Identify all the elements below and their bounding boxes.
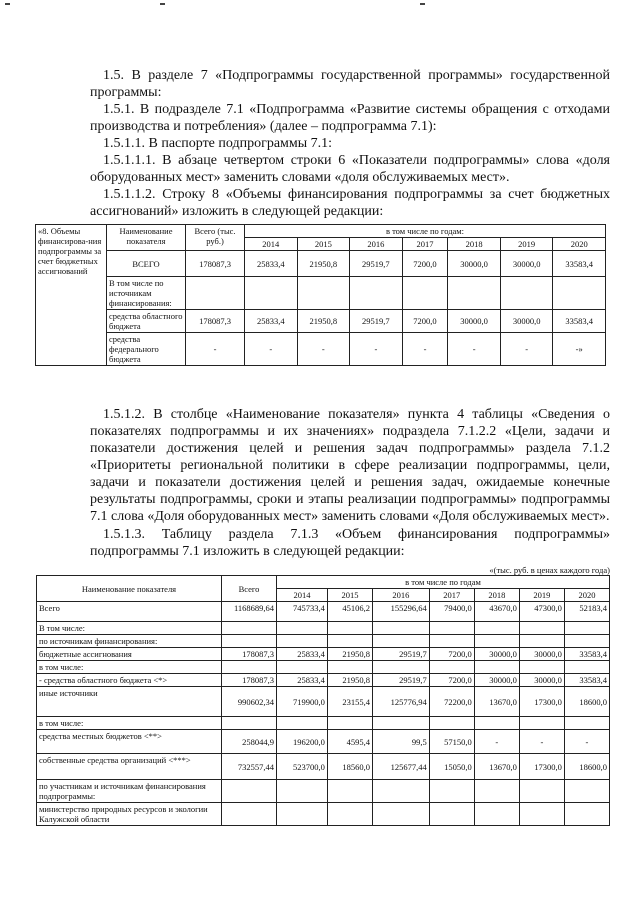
- table2-cell: 7200,0: [429, 674, 474, 687]
- table1-cell: -: [350, 333, 403, 366]
- table2-cell: 57150,0: [429, 730, 474, 754]
- table1-cell-name: В том числе по источникам финансирования:: [107, 277, 186, 310]
- table2-cell-total: 178087,3: [222, 648, 277, 661]
- table2-cell-total: [222, 717, 277, 730]
- table2-cell: [429, 803, 474, 826]
- table2-cell-name: - средства областного бюджета <*>: [37, 674, 222, 687]
- table2-cell-name: министерство природных ресурсов и экологии Калужской области: [37, 803, 222, 826]
- table2-cell-name: Всего: [37, 602, 222, 622]
- table2-cell: 17300,0: [519, 754, 564, 780]
- table2-cell: [277, 780, 328, 803]
- table2-cell: [277, 635, 328, 648]
- table2-row: [37, 674, 610, 687]
- table2-cell: [327, 635, 372, 648]
- table2-cell: 25833,4: [277, 648, 328, 661]
- table2-cell: -: [519, 730, 564, 754]
- table2-cell: [277, 661, 328, 674]
- table1-row: [36, 277, 606, 310]
- table2-row: [37, 602, 610, 622]
- table2-cell: 33583,4: [564, 648, 609, 661]
- table1-row: [36, 251, 606, 277]
- table2-cell-total: [222, 622, 277, 635]
- table2-cell: 21950,8: [327, 674, 372, 687]
- table2-cell: [519, 803, 564, 826]
- table1-cell-total: 178087,3: [186, 310, 245, 333]
- table1-cell: 21950,8: [297, 310, 350, 333]
- scan-mark: [420, 3, 425, 5]
- table2-cell: [519, 780, 564, 803]
- table2-cell: 13670,0: [474, 687, 519, 717]
- table1-cell-name: средства областного бюджета: [107, 310, 186, 333]
- table2-cell: 17300,0: [519, 687, 564, 717]
- table1-cell: [500, 277, 553, 310]
- table2-cell: [429, 717, 474, 730]
- table2-cell-name: бюджетные ассигнования: [37, 648, 222, 661]
- table2-cell: 23155,4: [327, 687, 372, 717]
- table2-cell: [429, 635, 474, 648]
- table2-cell: [564, 717, 609, 730]
- table1-row-header: «8. Объемы финансирова-ния подпрограммы за счет бюджетных ассигнований: [36, 225, 107, 366]
- table2-row: [37, 780, 610, 803]
- table2-cell: 18600,0: [564, 754, 609, 780]
- table2-row: [37, 803, 610, 826]
- table2-cell-name: в том числе:: [37, 661, 222, 674]
- table2-row: [37, 730, 610, 754]
- table2-cell: [474, 803, 519, 826]
- table2-cell: 21950,8: [327, 648, 372, 661]
- table2-cell: 745733,4: [277, 602, 328, 622]
- table2-cell: [429, 622, 474, 635]
- table2-cell: [474, 661, 519, 674]
- table2-row: [37, 648, 610, 661]
- table2-cell: 125776,94: [372, 687, 429, 717]
- table2-cell: 29519,7: [372, 674, 429, 687]
- table2-cell: [519, 622, 564, 635]
- table2-cell-name: иные источники: [37, 687, 222, 717]
- table2-year: 2018: [474, 589, 519, 602]
- table2-cell: 99,5: [372, 730, 429, 754]
- table2-cell: [474, 622, 519, 635]
- table1-cell: 29519,7: [350, 310, 403, 333]
- table2-cell-total: [222, 635, 277, 648]
- table1-year: 2020: [553, 238, 606, 251]
- table-subprogram-financing: [36, 575, 610, 826]
- table1-cell-total: -: [186, 333, 245, 366]
- table1-cell: [297, 277, 350, 310]
- table2-cell-total: [222, 803, 277, 826]
- table2-cell: 43670,0: [474, 602, 519, 622]
- table1-col-total: Всего (тыс. руб.): [186, 225, 245, 251]
- table2-col-years-header: в том числе по годам: [277, 576, 610, 589]
- table2-cell-name: средства местных бюджетов <**>: [37, 730, 222, 754]
- table1-cell: -: [245, 333, 298, 366]
- table2-cell: [327, 661, 372, 674]
- table2-cell: [474, 635, 519, 648]
- table2-year: 2020: [564, 589, 609, 602]
- table1-cell: 33583,4: [553, 251, 606, 277]
- table2-year: 2017: [429, 589, 474, 602]
- table1-cell: [553, 277, 606, 310]
- table2-cell: 29519,7: [372, 648, 429, 661]
- table2-cell: 155296,64: [372, 602, 429, 622]
- table2-cell-total: 732557,44: [222, 754, 277, 780]
- table2-cell: [327, 803, 372, 826]
- table1-row: [36, 333, 606, 366]
- table2-cell-total: 178087,3: [222, 674, 277, 687]
- table2-units-note: «(тыс. руб. в ценах каждого года): [489, 565, 610, 575]
- table2-row: [37, 622, 610, 635]
- table2-cell: [429, 780, 474, 803]
- table1-year: 2018: [448, 238, 501, 251]
- scan-mark: [160, 3, 165, 5]
- table2-cell: [327, 622, 372, 635]
- table2-cell: 523700,0: [277, 754, 328, 780]
- table1-cell: [402, 277, 448, 310]
- paragraph-1-5-1-3: 1.5.1.3. Таблицу раздела 7.1.3 «Объем финансирования подпрограммы» подпрограммы 7.1 изложить в следующей редакции:: [90, 527, 610, 559]
- table2-year: 2019: [519, 589, 564, 602]
- table2-col-total: Всего: [222, 576, 277, 602]
- table2-cell: [372, 780, 429, 803]
- table1-cell: 7200,0: [402, 251, 448, 277]
- table1-cell-total: [186, 277, 245, 310]
- table2-cell: 125677,44: [372, 754, 429, 780]
- table1-cell: [448, 277, 501, 310]
- paragraph-1-5-1-1: 1.5.1.1. В паспорте подпрограммы 7.1:: [103, 136, 333, 151]
- table2-cell: [372, 803, 429, 826]
- table1-cell: [350, 277, 403, 310]
- table2-cell: 15050,0: [429, 754, 474, 780]
- table2-cell: 719900,0: [277, 687, 328, 717]
- table2-cell: 30000,0: [474, 674, 519, 687]
- table2-cell-total: [222, 661, 277, 674]
- table1-year: 2019: [500, 238, 553, 251]
- table2-cell: [327, 717, 372, 730]
- table2-col-name: Наименование показателя: [37, 576, 222, 602]
- table2-cell: -: [564, 730, 609, 754]
- table1-cell: -: [448, 333, 501, 366]
- table2-cell: 45106,2: [327, 602, 372, 622]
- table1-cell: -: [402, 333, 448, 366]
- table2-cell: [519, 717, 564, 730]
- table2-cell: -: [474, 730, 519, 754]
- table2-cell: [564, 622, 609, 635]
- table2-cell: [564, 803, 609, 826]
- table2-cell: [277, 803, 328, 826]
- table1-cell: 21950,8: [297, 251, 350, 277]
- table1-col-name: Наименование показателя: [107, 225, 186, 251]
- table2-cell: [564, 635, 609, 648]
- table2-cell-total: 1168689,64: [222, 602, 277, 622]
- scan-mark: [5, 3, 10, 5]
- table1-cell: 25833,4: [245, 310, 298, 333]
- table2-cell: 79400,0: [429, 602, 474, 622]
- table1-row: [36, 310, 606, 333]
- table2-cell-name: собственные средства организаций <***>: [37, 754, 222, 780]
- table2-cell: [429, 661, 474, 674]
- table2-year: 2015: [327, 589, 372, 602]
- table2-year: 2016: [372, 589, 429, 602]
- table1-cell: 33583,4: [553, 310, 606, 333]
- table2-cell: [277, 622, 328, 635]
- paragraph-1-5-1-1-1: 1.5.1.1.1. В абзаце четвертом строки 6 «Показатели подпрограммы» слова «доля оборудованных мест» заменить словами «доля обслуживаемых мест».: [90, 153, 610, 185]
- table2-cell: 25833,4: [277, 674, 328, 687]
- table1-cell: 30000,0: [448, 251, 501, 277]
- table1-cell: -»: [553, 333, 606, 366]
- table2-cell: [327, 780, 372, 803]
- table2-cell: 18560,0: [327, 754, 372, 780]
- table1-year: 2015: [297, 238, 350, 251]
- table1-cell: 29519,7: [350, 251, 403, 277]
- table2-cell: [564, 780, 609, 803]
- table1-cell: [245, 277, 298, 310]
- table2-cell: 47300,0: [519, 602, 564, 622]
- table2-cell: [474, 717, 519, 730]
- table2-year: 2014: [277, 589, 328, 602]
- table2-cell: 13670,0: [474, 754, 519, 780]
- table2-cell: [474, 780, 519, 803]
- table1-cell-name: ВСЕГО: [107, 251, 186, 277]
- table1-cell: 30000,0: [500, 310, 553, 333]
- table1-cell: -: [500, 333, 553, 366]
- table2-row: [37, 661, 610, 674]
- table1-cell-total: 178087,3: [186, 251, 245, 277]
- table2-row: [37, 635, 610, 648]
- table1-year: 2014: [245, 238, 298, 251]
- table2-cell: [372, 635, 429, 648]
- paragraph-1-5-1-2: 1.5.1.2. В столбце «Наименование показателя» пункта 4 таблицы «Сведения о показателях подпрограммы и их значениях» подраздела 7.1.2.2 «Цели, задачи и показатели достижения целей и решения задач подпрограммы» раздела 7.1.2 «Приоритеты региональной политики в сфере реализации подпрограммы, цели, задачи и показатели достижения целей и решения задач, ожидаемые конечные результаты подпрограммы, сроки и этапы реализации подпрограммы» подпрограммы 7.1 слова «Доля оборудованных мест» заменить словами «Доля обслуживаемых мест».: [90, 407, 610, 524]
- table2-cell: 72200,0: [429, 687, 474, 717]
- table2-cell: 52183,4: [564, 602, 609, 622]
- table2-cell: 30000,0: [519, 674, 564, 687]
- table1-cell-name: средства федерального бюджета: [107, 333, 186, 366]
- table1-cell: 30000,0: [500, 251, 553, 277]
- table2-cell: [372, 622, 429, 635]
- table2-cell-name: по источникам финансирования:: [37, 635, 222, 648]
- table1-cell: 25833,4: [245, 251, 298, 277]
- table1-year: 2017: [402, 238, 448, 251]
- table2-row: [37, 687, 610, 717]
- table2-row: [37, 717, 610, 730]
- table1-year: 2016: [350, 238, 403, 251]
- table2-cell-total: 990602,34: [222, 687, 277, 717]
- table1-cell: -: [297, 333, 350, 366]
- table2-cell: [564, 661, 609, 674]
- paragraph-1-5: 1.5. В разделе 7 «Подпрограммы государственной программы» государственной программы:: [90, 68, 610, 100]
- table2-cell: [372, 661, 429, 674]
- table2-cell: 4595,4: [327, 730, 372, 754]
- paragraph-1-5-1: 1.5.1. В подразделе 7.1 «Подпрограмма «Развитие системы обращения с отходами производства и потребления» (далее – подпрограмма 7.1):: [90, 102, 610, 134]
- table2-cell: [277, 717, 328, 730]
- table2-cell: 196200,0: [277, 730, 328, 754]
- table2-cell-total: 258044,9: [222, 730, 277, 754]
- table2-cell-name: в том числе:: [37, 717, 222, 730]
- table2-cell: 33583,4: [564, 674, 609, 687]
- table2-row: [37, 754, 610, 780]
- table-passport-financing: [35, 224, 606, 366]
- table2-cell-name: В том числе:: [37, 622, 222, 635]
- paragraph-1-5-1-1-2: 1.5.1.1.2. Строку 8 «Объемы финансирования подпрограммы за счет бюджетных ассигнований» изложить в следующей редакции:: [90, 187, 610, 219]
- table1-cell: 30000,0: [448, 310, 501, 333]
- table2-cell: 7200,0: [429, 648, 474, 661]
- table2-cell-name: по участникам и источникам финансирования подпрограммы:: [37, 780, 222, 803]
- table2-cell: 18600,0: [564, 687, 609, 717]
- table1-col-years-header: в том числе по годам:: [245, 225, 606, 238]
- table2-cell: [519, 661, 564, 674]
- table2-cell: [372, 717, 429, 730]
- table2-cell: 30000,0: [519, 648, 564, 661]
- table2-cell: [519, 635, 564, 648]
- table1-cell: 7200,0: [402, 310, 448, 333]
- table2-cell: 30000,0: [474, 648, 519, 661]
- table2-cell-total: [222, 780, 277, 803]
